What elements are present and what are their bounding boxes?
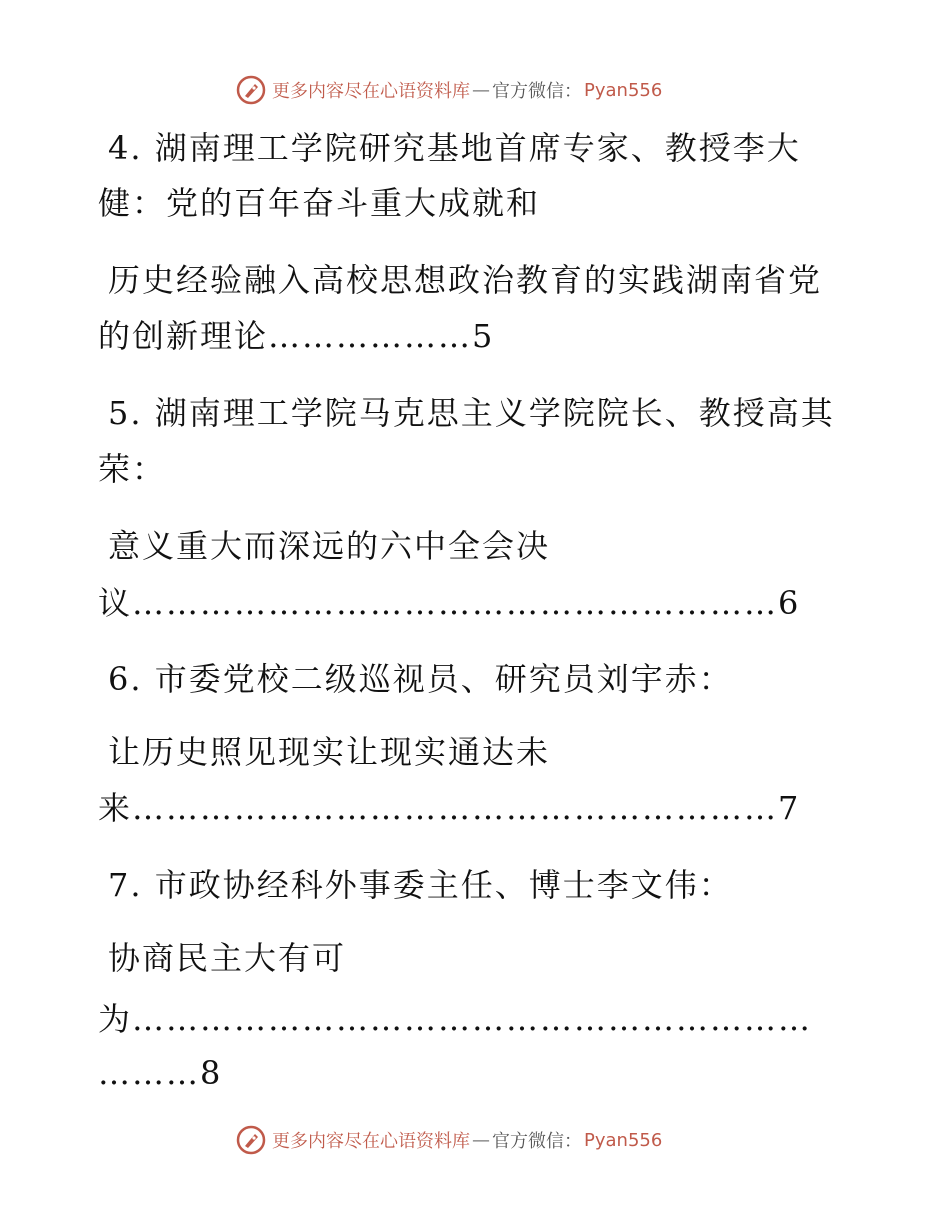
toc-entry-7-page: ………8 [98,1054,223,1092]
toc-entry-6-title: 6. 市委党校二级巡视员、研究员刘宇赤： [108,660,733,698]
watermark-account: Pyan556 [584,79,663,101]
toc-entry-7-subtitle: 协商民主大有可 [108,939,347,977]
pen-nib-logo-icon [236,75,266,105]
toc-entry-5-title-cont: 荣： [98,450,167,488]
toc-entry-5-subtitle: 意义重大而深远的六中全会决 [108,527,551,565]
watermark-account: Pyan556 [584,1129,663,1151]
toc-entry-7-title: 7. 市政协经科外事委主任、博士李文伟： [108,866,733,904]
watermark-footer [236,1122,662,1158]
watermark-text: 更多内容尽在心语资料库 [272,81,470,102]
toc-entry-4-subtitle: 历史经验融入高校思想政治教育的实践湖南省党 [108,261,823,299]
watermark-separator: — [472,1129,490,1151]
watermark-official-label: 官方微信： [492,1131,582,1152]
toc-entry-5-page: 议…………………………………………………6 [98,584,801,622]
toc-entry-6-subtitle: 让历史照见现实让现实通达未 [108,733,551,771]
pen-nib-logo-icon [236,1125,266,1155]
toc-entry-7-leader: 为…………………………………………………… [98,1000,813,1038]
watermark-separator: — [472,79,490,101]
toc-entry-5-title: 5. 湖南理工学院马克思主义学院院长、教授高其 [108,394,835,432]
toc-entry-4-title-cont: 健：党的百年奋斗重大成就和 [98,184,541,222]
toc-entry-6-page: 来…………………………………………………7 [98,789,801,827]
toc-entry-4-title: 4. 湖南理工学院研究基地首席专家、教授李大 [108,129,801,167]
toc-entry-4-page: 的创新理论………………5 [98,317,495,355]
watermark-official-label: 官方微信： [492,81,582,102]
watermark-text: 更多内容尽在心语资料库 [272,1131,470,1152]
watermark-header [236,72,662,108]
